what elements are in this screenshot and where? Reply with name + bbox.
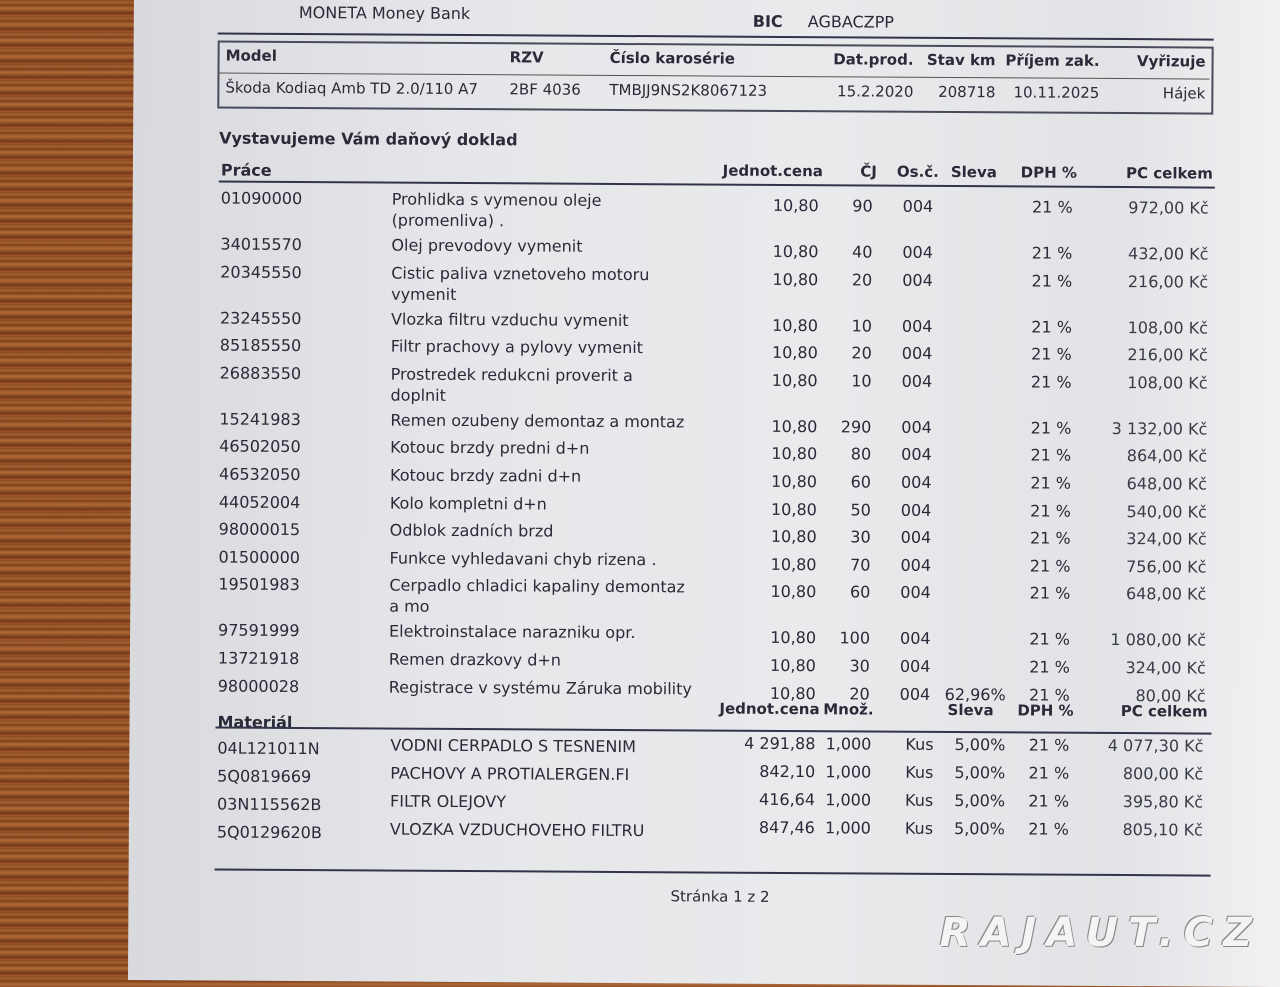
item-description-cont: (promenliva) . [391, 210, 505, 231]
part-description: VLOZKA VZDUCHOVEHO FILTRU [389, 819, 645, 841]
item-code: 34015570 [220, 234, 302, 255]
item-description: Kotouc brzdy predni d+n [390, 437, 590, 459]
work-section-label: Práce [220, 160, 272, 180]
item-code: 85185550 [219, 335, 302, 356]
vehicle-header-1: RZV [509, 48, 544, 67]
vehicle-header-5: Příjem zak. [1005, 51, 1100, 70]
vehicle-value-4: 208718 [938, 82, 996, 102]
unit: Kus [905, 734, 934, 754]
unit-price: 10,80 [772, 241, 819, 262]
vat-rate: 21 % [1030, 501, 1071, 521]
item-code: 23245550 [219, 308, 302, 328]
unit-price: 10,80 [771, 416, 818, 436]
worker-id: 004 [901, 445, 932, 465]
material-col-header-2: Sleva [947, 700, 994, 720]
work-units: 20 [851, 343, 872, 363]
unit-price: 10,80 [772, 315, 819, 335]
worker-id: 004 [900, 555, 932, 575]
discount: 5,00% [954, 763, 1006, 783]
vat-rate: 21 % [1031, 197, 1073, 217]
vat-rate: 21 % [1028, 735, 1070, 755]
invoice-page [128, 0, 1280, 987]
vat-rate: 21 % [1029, 583, 1071, 604]
item-description: Odblok zadních brzd [389, 520, 554, 541]
item-description: Funkce vyhledavani chyb rizena . [389, 548, 657, 569]
item-code: 44052004 [218, 492, 301, 512]
line-total: 108,00 Kč [1127, 317, 1209, 338]
part-number: 03N115562B [216, 794, 322, 815]
material-col-header-0: Jednot.cena [719, 699, 820, 719]
item-description: Cerpadlo chladici kapaliny demontaz [389, 575, 685, 597]
work-col-header-2: Os.č. [896, 162, 939, 181]
part-number: 04L121011N [217, 738, 320, 759]
discount: 5,00% [954, 735, 1006, 755]
item-code: 01500000 [218, 547, 301, 567]
work-units: 20 [849, 683, 870, 704]
line-total: 324,00 Kč [1126, 529, 1207, 549]
footer-rule [215, 869, 1211, 877]
line-total: 540,00 Kč [1126, 501, 1207, 522]
vat-rate: 21 % [1029, 629, 1071, 650]
vat-rate: 21 % [1031, 317, 1073, 337]
work-units: 10 [851, 315, 873, 336]
item-description: Vlozka filtru vzduchu vymenit [390, 309, 629, 330]
work-units: 80 [850, 444, 872, 464]
unit-price: 10,80 [770, 655, 816, 676]
unit-price: 416,64 [759, 789, 816, 810]
worker-id: 004 [899, 684, 931, 704]
line-total: 80,00 Kč [1135, 685, 1206, 706]
work-units: 290 [840, 417, 872, 437]
vat-rate: 21 % [1030, 473, 1072, 493]
vat-rate: 21 % [1028, 791, 1070, 811]
vehicle-header-2: Číslo karosérie [609, 48, 736, 68]
unit-price: 10,80 [771, 471, 818, 492]
vat-rate: 21 % [1030, 445, 1072, 466]
item-description: Remen drazkovy d+n [388, 649, 562, 670]
discount: 62,96% [944, 684, 1006, 704]
unit-price: 847,46 [758, 817, 815, 838]
work-units: 30 [850, 527, 871, 547]
unit-price: 10,80 [772, 195, 819, 216]
work-units: 10 [851, 371, 872, 391]
line-total: 108,00 Kč [1127, 372, 1208, 393]
discount: 5,00% [954, 791, 1006, 811]
line-total: 3 132,00 Kč [1111, 418, 1208, 439]
work-col-header-1: ČJ [860, 162, 877, 181]
line-total: 395,80 Kč [1122, 792, 1204, 812]
line-total: 432,00 Kč [1127, 244, 1209, 264]
unit-price: 10,80 [771, 370, 818, 390]
material-section-label: Materiál [217, 712, 293, 732]
line-total: 4 077,30 Kč [1107, 735, 1204, 756]
quantity: 1,000 [825, 790, 872, 810]
worker-id: 004 [900, 583, 931, 603]
bic-label: BIC [752, 11, 783, 31]
line-total: 864,00 Kč [1126, 446, 1208, 466]
item-description: Registrace v systému Záruka mobility [388, 677, 692, 699]
item-code: 98000028 [217, 676, 300, 696]
page-number: Stránka 1 z 2 [670, 887, 770, 906]
part-number: 5Q0819669 [217, 766, 312, 787]
vehicle-value-0: Škoda Kodiaq Amb TD 2.0/110 A7 [225, 78, 478, 99]
vehicle-header-0: Model [225, 46, 277, 65]
vehicle-value-6: Hájek [1162, 84, 1206, 103]
worker-id: 004 [901, 371, 933, 391]
part-description: FILTR OLEJOVY [389, 791, 507, 812]
line-total: 805,10 Kč [1122, 820, 1203, 840]
work-col-header-0: Jednot.cena [722, 161, 823, 181]
unit-price: 4 291,88 [744, 733, 816, 754]
item-description: Olej prevodovy vymenit [391, 235, 583, 256]
unit-price: 10,80 [770, 628, 817, 648]
worker-id: 004 [902, 242, 934, 262]
vat-rate: 21 % [1029, 657, 1070, 677]
vat-rate: 21 % [1029, 528, 1071, 548]
discount: 5,00% [954, 819, 1005, 839]
item-description: Elektroinstalace narazniku opr. [389, 621, 636, 643]
bic-value: AGBACZPP [807, 12, 895, 32]
unit-price: 10,80 [771, 343, 818, 363]
unit: Kus [905, 790, 934, 810]
line-total: 216,00 Kč [1127, 271, 1209, 292]
worker-id: 004 [901, 417, 932, 437]
work-col-header-4: DPH % [1020, 163, 1077, 182]
unit-price: 10,80 [769, 683, 816, 703]
work-units: 50 [850, 499, 871, 520]
line-total: 800,00 Kč [1122, 764, 1204, 784]
part-number: 5Q0129620B [216, 822, 322, 843]
vehicle-header-4: Stav km [926, 50, 996, 70]
vehicle-header-3: Dat.prod. [833, 50, 914, 69]
quantity: 1,000 [825, 762, 872, 782]
vehicle-header-6: Vyřizuje [1136, 52, 1206, 71]
document-title: Vystavujeme Vám daňový doklad [219, 128, 518, 150]
worker-id: 004 [902, 196, 934, 216]
unit-price: 842,10 [759, 761, 816, 782]
quantity: 1,000 [825, 734, 872, 754]
item-code: 01090000 [220, 188, 303, 209]
unit-price: 10,80 [770, 554, 817, 574]
vat-rate: 21 % [1031, 243, 1073, 263]
item-code: 98000015 [218, 519, 301, 540]
vat-rate: 21 % [1031, 271, 1073, 291]
item-code: 46502050 [219, 436, 301, 457]
item-code: 19501983 [218, 574, 300, 595]
vehicle-value-5: 10.11.2025 [1013, 83, 1100, 102]
work-col-header-5: PC celkem [1126, 164, 1213, 183]
work-header-rule [219, 181, 1215, 189]
item-code: 97591999 [218, 620, 300, 641]
item-code: 26883550 [219, 363, 302, 383]
vat-rate: 21 % [1028, 763, 1070, 783]
item-description: Kolo kompletni d+n [389, 493, 547, 514]
item-description: Prostredek redukcni proverit a [390, 364, 633, 385]
line-total: 648,00 Kč [1125, 584, 1207, 604]
line-total: 216,00 Kč [1127, 345, 1208, 365]
work-units: 30 [849, 656, 870, 676]
quantity: 1,000 [825, 818, 871, 838]
item-code: 13721918 [217, 648, 300, 669]
item-description-cont: a mo [389, 596, 430, 617]
worker-id: 004 [901, 343, 933, 364]
line-total: 648,00 Kč [1126, 474, 1208, 494]
worker-id: 004 [900, 527, 932, 548]
item-code: 46532050 [218, 464, 301, 485]
line-total: 972,00 Kč [1128, 198, 1209, 218]
item-description-cont: doplnit [390, 385, 446, 405]
item-description: Kotouc brzdy zadni d+n [389, 465, 582, 486]
material-col-header-4: PC celkem [1120, 702, 1208, 721]
vat-rate: 21 % [1030, 372, 1072, 392]
unit-price: 10,80 [770, 499, 817, 519]
work-units: 20 [851, 269, 873, 290]
part-description: VODNI CERPADLO S TESNENIM [390, 735, 636, 757]
unit-price: 10,80 [772, 269, 819, 289]
bank-name: MONETA Money Bank [298, 3, 471, 24]
line-total: 324,00 Kč [1125, 658, 1206, 678]
vat-rate: 21 % [1031, 344, 1072, 364]
unit: Kus [905, 762, 934, 782]
item-description: Filtr prachovy a pylovy vymenit [390, 336, 644, 358]
worker-id: 004 [901, 316, 933, 336]
worker-id: 004 [900, 472, 932, 492]
line-total: 756,00 Kč [1126, 556, 1207, 577]
work-units: 40 [851, 242, 873, 262]
line-total: 1 080,00 Kč [1110, 630, 1207, 650]
unit-price: 10,80 [770, 527, 817, 547]
work-col-header-3: Sleva [950, 162, 997, 182]
work-units: 100 [839, 628, 871, 648]
item-code: 15241983 [219, 409, 301, 429]
unit: Kus [904, 818, 934, 838]
divider [218, 33, 1214, 41]
work-units: 70 [850, 555, 871, 575]
item-description-cont: vymenit [391, 284, 457, 304]
watermark-logo: RAJAUT.CZ [939, 910, 1262, 956]
work-units: 60 [849, 582, 871, 602]
vat-rate: 21 % [1028, 685, 1070, 705]
item-description: Prohlidka s vymenou oleje [391, 189, 602, 210]
item-description: Cistic paliva vznetoveho motoru [391, 263, 650, 284]
material-col-header-1: Množ. [823, 700, 874, 719]
item-description: Remen ozubeny demontaz a montaz [390, 410, 685, 432]
worker-id: 004 [902, 270, 933, 290]
vehicle-value-1: 2BF 4036 [509, 80, 581, 99]
vehicle-value-3: 15.2.2020 [836, 82, 914, 101]
vat-rate: 21 % [1030, 418, 1072, 438]
item-code: 20345550 [220, 262, 302, 282]
part-description: PACHOVY A PROTIALERGEN.FI [390, 763, 630, 785]
unit-price: 10,80 [770, 582, 817, 602]
vehicle-value-2: TMBJJ9NS2K8067123 [609, 80, 768, 100]
work-units: 90 [852, 196, 873, 216]
material-col-header-3: DPH % [1017, 701, 1074, 720]
work-units: 60 [850, 472, 872, 492]
vat-rate: 21 % [1029, 556, 1071, 576]
unit-price: 10,80 [771, 444, 818, 464]
vat-rate: 21 % [1028, 819, 1069, 839]
worker-id: 004 [900, 500, 932, 520]
worker-id: 004 [899, 629, 931, 649]
worker-id: 004 [899, 656, 931, 676]
